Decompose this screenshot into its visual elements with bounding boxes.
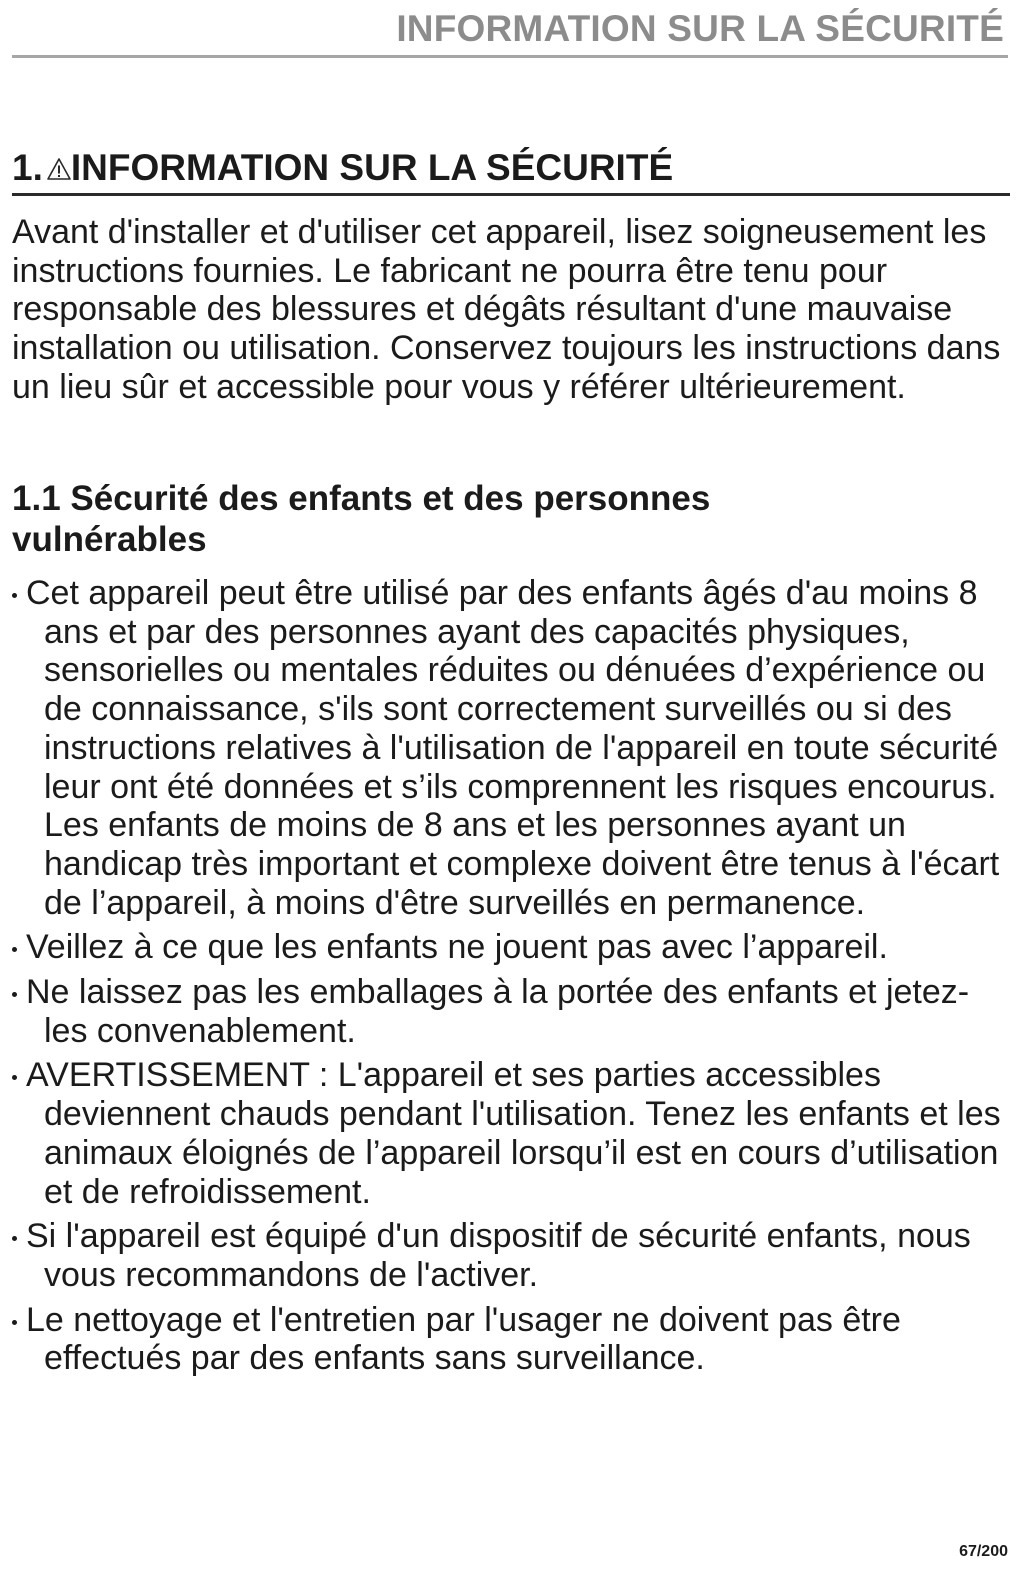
page-number: 67/200 (959, 1543, 1008, 1560)
running-header: INFORMATION SUR LA SÉCURITÉ (396, 8, 1004, 49)
list-item: Veillez à ce que les enfants ne jouent pas avec l’appareil. (12, 928, 1012, 967)
safety-bullet-list (12, 574, 1012, 1384)
list-item: Le nettoyage et l'entretien par l'usager ne doivent pas être effectués par des enfants sans surveillance. (12, 1301, 1012, 1378)
bullet-dot-icon (12, 992, 17, 997)
section-heading (12, 146, 673, 190)
bullet-dot-icon (12, 1320, 17, 1325)
header-divider (12, 55, 1008, 58)
subsection-heading: 1.1 Sécurité des enfants et des personnes vulnérables (12, 479, 711, 559)
bullet-dot-icon (12, 1236, 17, 1241)
list-item: Si l'appareil est équipé d'un dispositif de sécurité enfants, nous vous recommandons de l'activer. (12, 1217, 1012, 1294)
bullet-dot-icon (12, 1075, 17, 1080)
bullet-dot-icon (12, 947, 17, 952)
warning-triangle-icon (47, 157, 71, 181)
list-item: AVERTISSEMENT : L'appareil et ses parties accessibles deviennent chauds pendant l'utilisation. Tenez les enfants et les animaux éloignés de l’appareil lorsqu’il est en cours d’utilisation et de refroidissement. (12, 1056, 1012, 1211)
list-item: Cet appareil peut être utilisé par des enfants âgés d'au moins 8 ans et par des personnes ayant des capacités physiques, sensorielles ou mentales réduites ou dénuées d’expérience ou de connaissance, s'ils sont correctement surveillés ou si des instructions relatives à l'utilisation de l'appareil en toute sécurité leur ont été données et s’ils comprennent les risques encourus. Les enfants de moins de 8 ans et les personnes ayant un handicap très important et complexe doivent être tenus à l'écart de l’appareil, à moins d'être surveillés en permanence. (12, 574, 1012, 922)
bullet-dot-icon (12, 593, 17, 598)
section-divider (12, 193, 1010, 196)
section-title: INFORMATION SUR LA SÉCURITÉ (70, 147, 674, 188)
list-item: Ne laissez pas les emballages à la portée des enfants et jetez-les convenablement. (12, 973, 1012, 1050)
section-number: 1. (12, 147, 43, 188)
intro-paragraph: Avant d'installer et d'utiliser cet appareil, lisez soigneusement les instructions fournies. Le fabricant ne pourra être tenu pour responsable des blessures et dégâts résultant d'une mauvaise installation ou utilisation. Conservez toujours les instructions dans un lieu sûr et accessible pour vous y référer ultérieurement. (12, 213, 1001, 406)
